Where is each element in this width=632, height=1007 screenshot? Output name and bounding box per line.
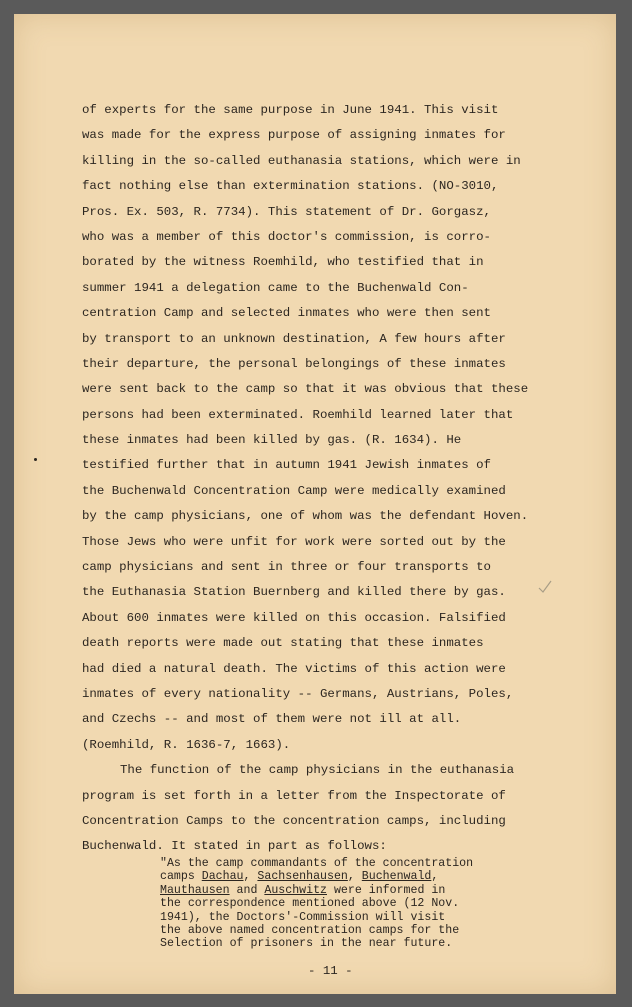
text-line: of experts for the same purpose in June 1941. This visit: [82, 103, 499, 117]
quote-line: "As the camp commandants of the concentration: [160, 857, 474, 870]
text-line: About 600 inmates were killed on this occasion. Falsified: [82, 610, 506, 625]
text-line: camp physicians and sent in three or four transports to: [82, 560, 491, 575]
quote-text: ,: [347, 870, 362, 884]
text-line: and Czechs -- and most of them were not ill at all.: [82, 712, 462, 727]
text-line: fact nothing else than extermination stations. (NO-3010,: [82, 179, 499, 194]
text-line: who was a member of this doctor's commission, is corro-: [82, 229, 491, 244]
text-line: centration Camp and selected inmates who were then sent: [82, 306, 491, 321]
quote-text: ,: [431, 870, 439, 884]
camp-name-dachau: Dachau: [201, 870, 244, 884]
camp-name-mauthausen: Mauthausen: [160, 883, 230, 897]
text-line: their departure, the personal belongings of these inmates: [82, 356, 506, 371]
text-line: the Euthanasia Station Buernberg and killed there by gas.: [82, 585, 506, 600]
quote-line: the correspondence mentioned above (12 Nov.: [160, 897, 460, 911]
text-line: killing in the so-called euthanasia stations, which were in: [82, 153, 521, 168]
margin-dot: [34, 458, 37, 461]
text-line: persons had been exterminated. Roemhild learned later that: [82, 407, 514, 422]
quote-text: were informed in: [327, 883, 446, 897]
text-line: Buchenwald. It stated in part as follows:: [82, 839, 387, 854]
page-number: - 11 -: [308, 964, 353, 978]
text-line: testified further that in autumn 1941 Jewish inmates of: [82, 458, 491, 473]
camp-name-buchenwald: Buchenwald: [361, 870, 432, 884]
text-line: program is set forth in a letter from the Inspectorate of: [82, 788, 506, 803]
quote-line: Selection of prisoners in the near future.: [160, 937, 453, 951]
camp-name-sachsenhausen: Sachsenhausen: [257, 870, 348, 884]
text-line: these inmates had been killed by gas. (R. 1634). He: [82, 433, 462, 448]
text-line: were sent back to the camp so that it was obvious that these: [82, 382, 529, 397]
quote-text: ,: [243, 870, 258, 884]
document-page: [14, 14, 616, 994]
text-line: (Roemhild, R. 1636-7, 1663).: [82, 737, 291, 752]
text-line: summer 1941 a delegation came to the Buchenwald Con-: [82, 280, 469, 295]
text-line: Concentration Camps to the concentration camps, including: [82, 813, 506, 828]
text-line: Pros. Ex. 503, R. 7734). This statement of Dr. Gorgasz,: [82, 204, 491, 219]
text-line: Those Jews who were unfit for work were sorted out by the: [82, 534, 506, 549]
quote-text: and: [229, 883, 265, 897]
text-line: by transport to an unknown destination, A few hours after: [82, 331, 506, 346]
quote-line: 1941), the Doctors'-Commission will visit: [160, 910, 446, 924]
text-line: the Buchenwald Concentration Camp were medically examined: [82, 483, 506, 498]
text-line: was made for the express purpose of assigning inmates for: [82, 128, 506, 143]
quote-line: [160, 884, 540, 897]
text-line: by the camp physicians, one of whom was the defendant Hoven.: [82, 509, 529, 524]
text-line: The function of the camp physicians in the euthanasia: [120, 763, 515, 778]
check-mark-icon: [538, 580, 552, 594]
quote-line: [160, 870, 540, 883]
quote-text: camps: [160, 870, 202, 884]
text-line: death reports were made out stating that these inmates: [82, 636, 484, 651]
block-quote: [160, 857, 540, 951]
text-line: had died a natural death. The victims of this action were: [82, 661, 506, 676]
camp-name-auschwitz: Auschwitz: [264, 883, 327, 897]
text-line: borated by the witness Roemhild, who testified that in: [82, 255, 484, 270]
quote-line: the above named concentration camps for the: [160, 923, 460, 937]
document-body: [82, 98, 602, 860]
text-line: inmates of every nationality -- Germans, Austrians, Poles,: [82, 686, 514, 701]
